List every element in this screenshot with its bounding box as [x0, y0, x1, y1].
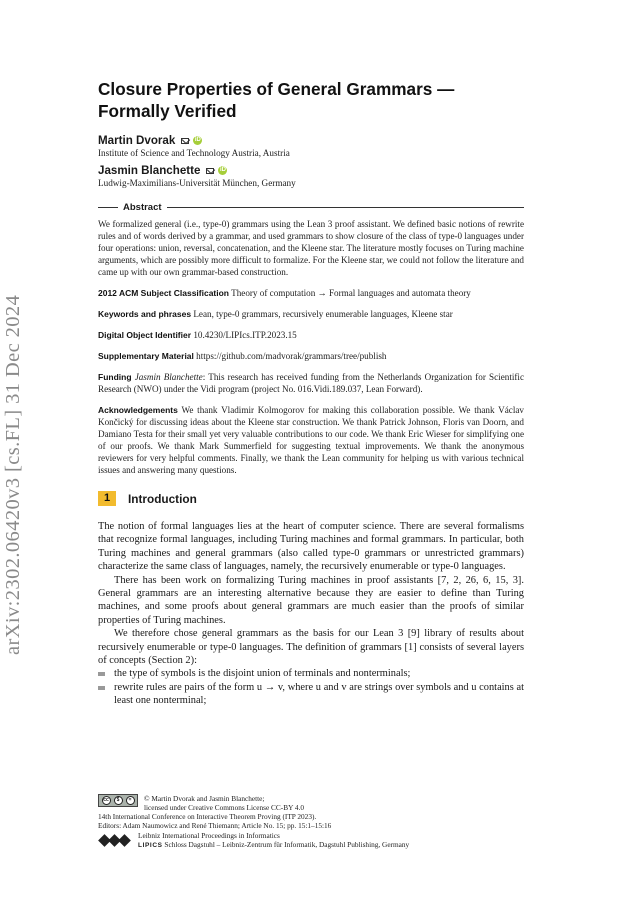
author-name: Martin Dvorak — [98, 134, 176, 147]
paper-title: Closure Properties of General Grammars — Formally Verified — [98, 79, 455, 121]
lipics-logo-icon — [98, 834, 132, 848]
paragraph: We therefore chose general grammars as the basis for our Lean 3 [9] library of results about recursively enumerable or type-0 languages. The definition of grammars [1] consists of several layers of concepts (Section 2): — [98, 628, 524, 667]
abstract-heading: Abstract — [98, 202, 524, 213]
page-footer — [98, 794, 528, 850]
section-number: 1 — [98, 491, 116, 506]
email-icon[interactable] — [181, 138, 189, 144]
orcid-icon[interactable]: iD — [194, 137, 201, 143]
conference-line: 14th International Conference on Interactive Theorem Proving (ITP 2023). — [98, 812, 317, 821]
author-affiliation: Institute of Science and Technology Austria, Austria — [98, 148, 290, 158]
acknowledgements: Acknowledgements We thank Vladimir Kolmogorov for making this collaboration possible. We thank Václav Končický for discussing ideas about the Kleene star construction. We thank Patrick Johnson, Floris van Doorn, and Damiano Testa for their small yet very valuable contributions to our code. We thank Eric Wieser for simplifying one of our proofs. We thank Mark Summerfield for suggesting textual improvements. We thank the anonymous reviewers for very helpful comments. Finally, we thank the Lean community for helping us with various technical issues and answering many questions. — [98, 405, 524, 475]
section-heading — [98, 491, 524, 506]
supplementary-link[interactable]: https://github.com/madvorak/grammars/tree/publish — [196, 351, 387, 361]
author-block — [98, 164, 524, 188]
cc-license-badge[interactable]: cc $ = — [98, 794, 138, 807]
author-affiliation: Ludwig-Maximilians-Universität München, Germany — [98, 178, 296, 188]
list-item: the type of symbols is the disjoint union of terminals and nonterminals; — [98, 667, 524, 680]
bullet-marker — [98, 686, 105, 690]
paper-page — [98, 78, 524, 708]
bullet-marker — [98, 672, 105, 676]
introduction-body — [98, 520, 524, 667]
author-name: Jasmin Blanchette — [98, 164, 201, 177]
paragraph: The notion of formal languages lies at the heart of computer science. There are several formalisms that recognize formal languages, including Turing machines and formal grammars. In particular, both Turing machines and general grammars (also called type-0 grammars or unrestricted grammars) characterize the same class of languages, namely, the recursively enumerable or type-0 languages. — [98, 521, 524, 573]
arxiv-id: arXiv:2302.06420v3 [cs.FL] 31 Dec 2024 — [2, 294, 24, 655]
doi-link[interactable]: 10.4230/LIPIcs.ITP.2023.15 — [193, 330, 297, 340]
license-line: licensed under Creative Commons License CC-BY 4.0 — [144, 803, 305, 812]
copyright-line: © Martin Dvorak and Jasmin Blanchette; — [144, 794, 265, 803]
bullet-list — [98, 667, 524, 707]
abstract-text: We formalized general (i.e., type-0) grammars using the Lean 3 proof assistant. We defined basic notions of rewrite rules and of words derived by a grammar, and used grammars to show closure of the class of type-0 languages under four operations: union, reversal, concatenation, and the Kleene star. The literature mostly focuses on Turing machine arguments, which are possibly more difficult to formalize. For the Kleene star, we could not follow the literature and came up with our own grammar-based construction. — [98, 219, 524, 277]
orcid-icon[interactable]: iD — [219, 167, 226, 173]
list-item: rewrite rules are pairs of the form u → v, where u and v are strings over symbols and u contains at least one nonterminal; — [98, 681, 524, 708]
section-title: Introduction — [128, 491, 197, 506]
publisher-line: Schloss Dagstuhl – Leibniz-Zentrum für Informatik, Dagstuhl Publishing, Germany — [164, 840, 410, 849]
supplementary-material: Supplementary Material https://github.com/madvorak/grammars/tree/publish — [98, 351, 387, 361]
author-block — [98, 134, 524, 158]
editors-line: Editors: Adam Naumowicz and René Thiemann; Article No. 15; pp. 15:1–15:16 — [98, 821, 332, 830]
keywords: Keywords and phrases Lean, type-0 grammars, recursively enumerable languages, Kleene star — [98, 309, 453, 319]
funding: Funding Jasmin Blanchette: This research has received funding from the Netherlands Organization for Scientific Research (NWO) under the Vidi program (project No. 016.Vidi.189.037, Lean Forward). — [98, 372, 525, 394]
divider — [167, 207, 524, 208]
doi: Digital Object Identifier 10.4230/LIPIcs.ITP.2023.15 — [98, 330, 297, 340]
acm-classification: 2012 ACM Subject Classification Theory of computation → Formal languages and automata theory — [98, 288, 471, 298]
lipics-wordmark: LIPICS — [138, 842, 163, 849]
paragraph: There has been work on formalizing Turing machines in proof assistants [7, 2, 26, 6, 15, 3]. General grammars are an interesting alternative because they are easier to define than Turing machines, and some proofs about general grammars are much easier than the proofs of similar properties of Turing machines. — [98, 574, 524, 626]
email-icon[interactable] — [206, 168, 214, 174]
proceedings-line: Leibniz International Proceedings in Informatics — [138, 831, 280, 840]
divider — [98, 207, 118, 208]
